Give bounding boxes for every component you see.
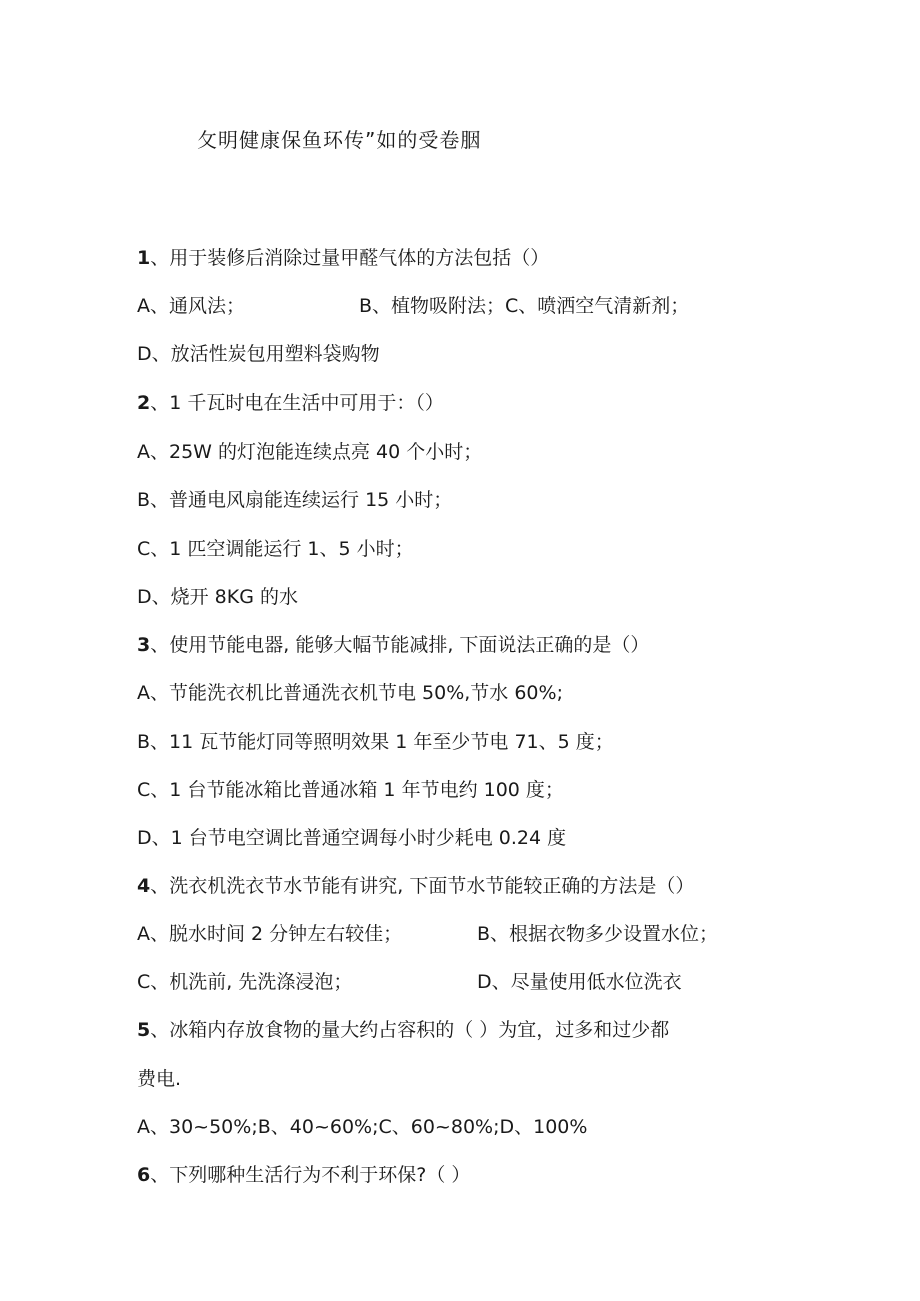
question-4 (137, 873, 694, 899)
option-b-c: B、植物吸附法；C、喷洒空气清新剂； (359, 295, 690, 317)
option-line: A、30~50%;B、40~60%;C、60~80%;D、100% (137, 1116, 588, 1138)
question-number: 3 (137, 634, 151, 656)
option-line: A、25W 的灯泡能连续点亮 40 个小时； (137, 441, 483, 463)
question-number: 2 (137, 392, 151, 414)
option-a: A、脱水时间 2 分钟左右较佳； (137, 923, 403, 945)
option-line (137, 921, 837, 947)
option-line: C、1 匹空调能运行 1、5 小时； (137, 538, 414, 560)
question-text: 、下列哪种生活行为不利于环保?（ ） (150, 1164, 471, 1186)
option-line: B、11 瓦节能灯同等照明效果 1 年至少节电 71、5 度； (137, 731, 614, 753)
option-line: D、1 台节电空调比普通空调每小时少耗电 0.24 度 (137, 827, 567, 849)
question-1 (137, 245, 549, 271)
question-3 (137, 632, 649, 658)
question-5-continuation: 费电. (137, 1068, 182, 1090)
option-a: A、通风法； (137, 295, 245, 317)
question-2 (137, 390, 444, 416)
option-line: B、普通电风扇能连续运行 15 小时； (137, 489, 453, 511)
question-text: 、用于装修后消除过量甲醛气体的方法包括（） (150, 247, 550, 269)
question-number: 6 (137, 1164, 151, 1186)
question-6 (137, 1162, 470, 1188)
question-number: 1 (137, 247, 151, 269)
question-number: 5 (137, 1019, 151, 1041)
question-5 (137, 1017, 669, 1043)
question-text: 、1 千瓦时电在生活中可用于：（） (150, 392, 444, 414)
option-line: A、节能洗衣机比普通洗衣机节电 50%,节水 60%; (137, 682, 563, 704)
option-line: D、放活性炭包用塑料袋购物 (137, 343, 380, 365)
question-text: 、洗衣机洗衣节水节能有讲究, 下面节水节能较正确的方法是（） (150, 875, 695, 897)
question-text: 、冰箱内存放食物的量大约占容积的（ ）为宜，过多和过少都 (150, 1019, 670, 1041)
option-c: C、机洗前, 先洗涤浸泡； (137, 971, 353, 993)
option-line (137, 969, 837, 995)
option-d: D、尽量使用低水位洗衣 (477, 971, 682, 993)
option-b: B、根据衣物多少设置水位； (477, 923, 719, 945)
option-line: D、烧开 8KG 的水 (137, 586, 298, 608)
document-title: 攵明健康保鱼环传”如的受卷胭 (197, 128, 482, 152)
question-number: 4 (137, 875, 151, 897)
option-line: C、1 台节能冰箱比普通冰箱 1 年节电约 100 度； (137, 779, 564, 801)
option-line (137, 293, 837, 319)
question-text: 、使用节能电器, 能够大幅节能减排, 下面说法正确的是（） (150, 634, 650, 656)
